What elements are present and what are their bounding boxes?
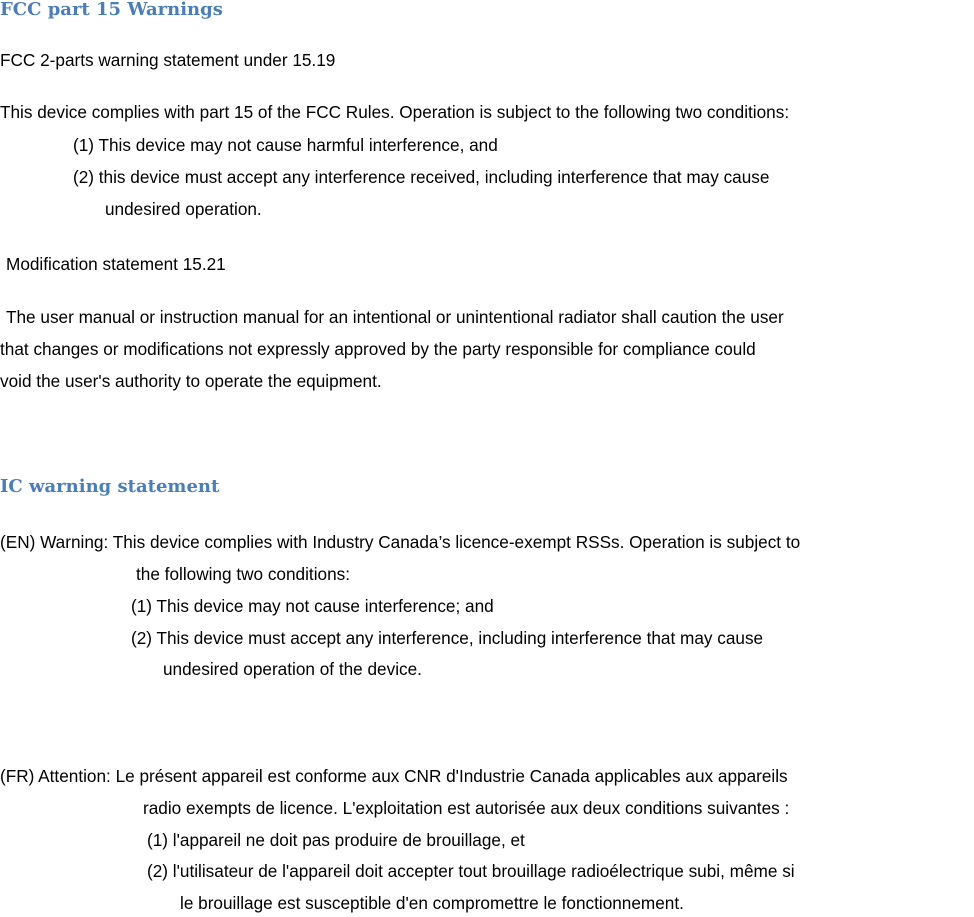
- ic-en-line-2: the following two conditions:: [136, 564, 351, 584]
- modification-line-1: The user manual or instruction manual for an intentional or unintentional radiator shall caution the user: [6, 307, 784, 327]
- ic-fr-line-1: (FR) Attention: Le présent appareil est conforme aux CNR d'Industrie Canada applicables aux appareils: [0, 766, 788, 786]
- fcc-intro: This device complies with part 15 of the FCC Rules. Operation is subject to the following two conditions:: [0, 102, 790, 122]
- fcc-condition-2-line-1: (2) this device must accept any interference received, including interference that may cause: [73, 167, 770, 187]
- modification-title: Modification statement 15.21: [6, 254, 226, 274]
- ic-fr-condition-2-line-1: (2) l'utilisateur de l'appareil doit accepter tout brouillage radioélectrique subi, même si: [147, 861, 795, 881]
- ic-fr-condition-1: (1) l'appareil ne doit pas produire de brouillage, et: [147, 830, 525, 850]
- ic-heading: IC warning statement: [0, 476, 220, 497]
- fcc-subheading: FCC 2-parts warning statement under 15.19: [0, 50, 336, 70]
- fcc-condition-2-line-2: undesired operation.: [105, 199, 262, 219]
- fcc-heading: FCC part 15 Warnings: [0, 0, 223, 20]
- modification-line-2: that changes or modifications not expressly approved by the party responsible for compliance could: [0, 339, 756, 359]
- ic-fr-line-2: radio exempts de licence. L'exploitation est autorisée aux deux conditions suivantes :: [143, 798, 790, 818]
- ic-en-line-1: (EN) Warning: This device complies with Industry Canada’s licence-exempt RSSs. Operation is subject to: [0, 532, 801, 552]
- ic-en-condition-1: (1) This device may not cause interference; and: [131, 596, 494, 616]
- fcc-condition-1: (1) This device may not cause harmful interference, and: [73, 135, 498, 155]
- modification-line-3: void the user's authority to operate the equipment.: [0, 371, 382, 391]
- ic-en-condition-2-line-1: (2) This device must accept any interference, including interference that may cause: [131, 628, 764, 648]
- ic-en-condition-2-line-2: undesired operation of the device.: [163, 659, 422, 679]
- ic-fr-condition-2-line-2: le brouillage est susceptible d'en compromettre le fonctionnement.: [180, 893, 684, 913]
